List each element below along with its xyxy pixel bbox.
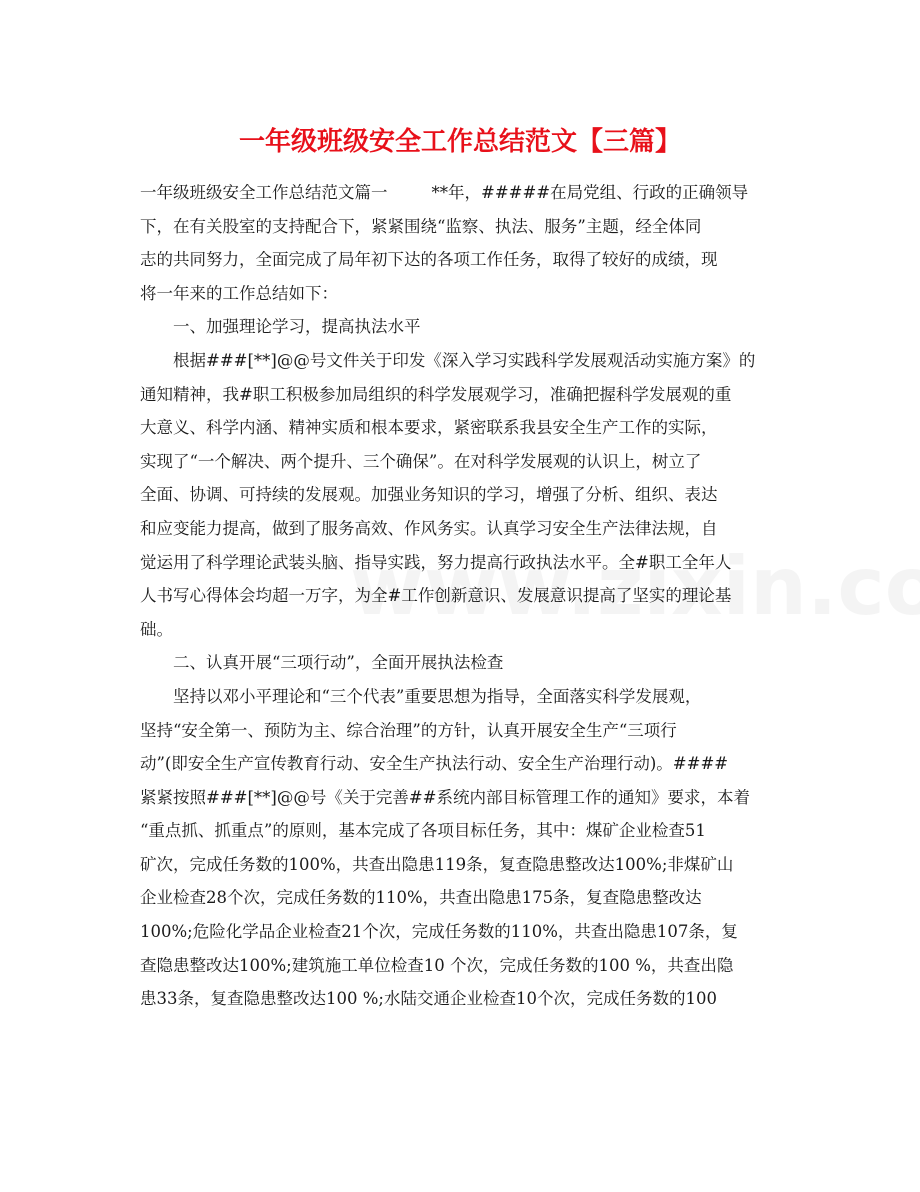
- paragraph-line: 坚持以邓小平理论和“三个代表”重要思想为指导，全面落实科学发展观，: [173, 686, 702, 706]
- paragraph-line: 坚持“安全第一、预防为主、综合治理”的方针，认真开展安全生产“三项行: [140, 720, 677, 740]
- paragraph-line: 觉运用了科学理论武装头脑、指导实践，努力提高行政执法水平。全#职工全年人: [140, 552, 732, 572]
- paragraph-line: 100%;危险化学品企业检查21个次，完成任务数的110%，共查出隐患107条，复: [140, 922, 738, 942]
- section-lead: 一年级班级安全工作总结范文篇一: [140, 183, 388, 202]
- paragraph-line: 全面、协调、可持续的发展观。加强业务知识的学习，增强了分析、组织、表达: [140, 485, 718, 505]
- paragraph-line: 志的共同努力，全面完成了局年初下达的各项工作任务，取得了较好的成绩，现: [140, 250, 718, 270]
- paragraph-line: 矿次，完成任务数的100%，共查出隐患119条，复查隐患整改达100%;非煤矿山: [140, 854, 734, 874]
- paragraph-line: 患33条，复查隐患整改达100 %;水陆交通企业检查10个次，完成任务数的100: [140, 989, 717, 1009]
- paragraph-line: “重点抓、抓重点”的原则，基本完成了各项目标任务，其中：煤矿企业检查51: [140, 821, 706, 841]
- document-title: 一年级班级安全工作总结范文【三篇】: [238, 127, 681, 157]
- paragraph-line: 大意义、科学内涵、精神实质和根本要求，紧密联系我县安全生产工作的实际，: [140, 418, 718, 438]
- paragraph-line: 动”(即安全生产宣传教育行动、安全生产执法行动、安全生产治理行动)。####: [140, 754, 729, 774]
- paragraph-line: 人书写心得体会均超一万字，为全#工作创新意识、发展意识提高了坚实的理论基: [140, 586, 732, 606]
- paragraph-line: 将一年来的工作总结如下：: [140, 283, 338, 303]
- paragraph-line: 企业检查28个次，完成任务数的110%，共查出隐患175条，复查隐患整改达: [140, 888, 702, 908]
- paragraph-line: 础。: [140, 619, 173, 639]
- section-heading-2: 二、认真开展“三项行动”，全面开展执法检查: [173, 653, 504, 673]
- paragraph-line: 根据###[**]@@号文件关于印发《深入学习实践科学发展观活动实施方案》的: [173, 350, 756, 370]
- paragraph-line: 通知精神，我#职工积极参加局组织的科学发展观学习，准确把握科学发展观的重: [140, 384, 732, 404]
- paragraph-line: 查隐患整改达100%;建筑施工单位检查10 个次，完成任务数的100 %，共查出隐: [140, 955, 734, 975]
- paragraph-line: 紧紧按照###[**]@@号《关于完善##系统内部目标管理工作的通知》要求，本着: [140, 787, 751, 807]
- paragraph-line: 一年级班级安全工作总结范文篇一 **年，#####在局党组、行政的正确领导: [140, 183, 749, 202]
- section-heading-1: 一、加强理论学习，提高执法水平: [173, 317, 421, 337]
- paragraph-line: 实现了“一个解决、两个提升、三个确保”。在对科学发展观的认识上，树立了: [140, 451, 702, 471]
- paragraph-line: 和应变能力提高，做到了服务高效、作风务实。认真学习安全生产法律法规，自: [140, 518, 718, 538]
- document-body: [140, 176, 778, 1016]
- paragraph-line: 下，在有关股室的支持配合下，紧紧围绕“监察、执法、服务”主题，经全体同: [140, 216, 702, 236]
